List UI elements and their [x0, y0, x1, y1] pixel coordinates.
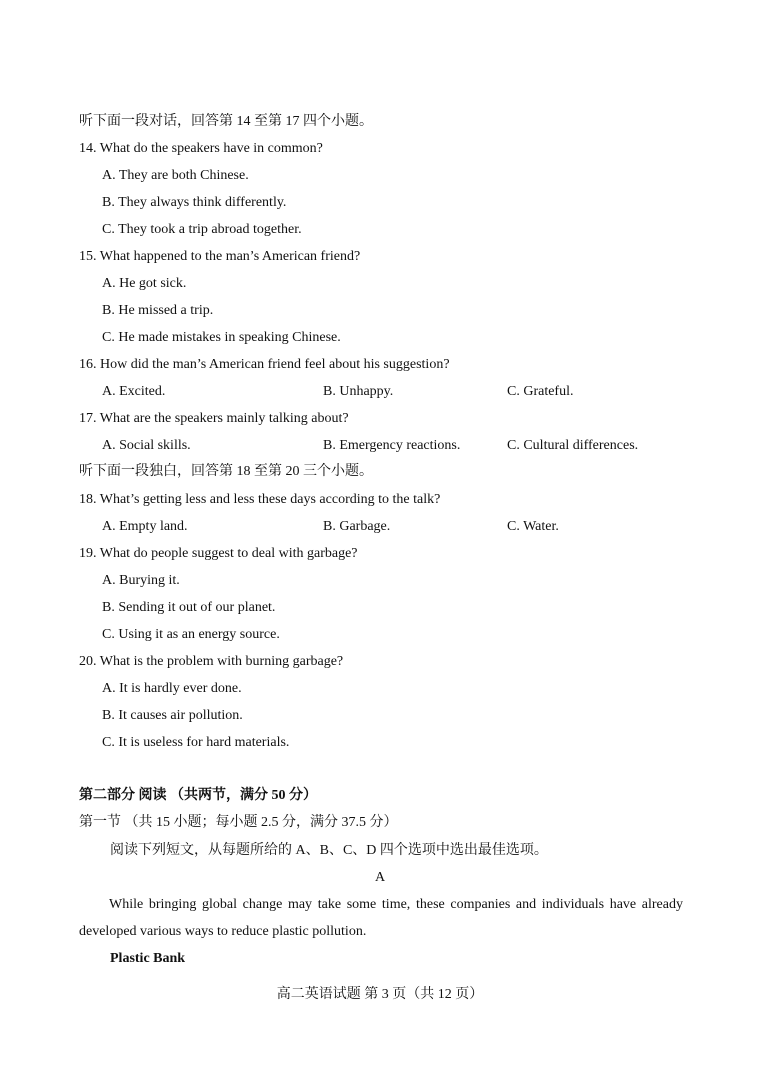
q16-option-c: C. Grateful.	[507, 384, 574, 399]
question-15: 15. What happened to the man’s American friend?	[79, 249, 361, 264]
q19-option-a: A. Burying it.	[102, 573, 180, 588]
q20-option-a: A. It is hardly ever done.	[102, 681, 242, 696]
passage-label: A	[374, 870, 386, 885]
q16-option-b: B. Unhappy.	[323, 384, 394, 399]
q18-option-b: B. Garbage.	[323, 519, 391, 534]
reading-instruction: 阅读下列短文，从每题所给的 A、B、C、D 四个选项中选出最佳选项。	[110, 843, 548, 858]
reading-section-title: 第一节 （共 15 小题；每小题 2.5 分，满分 37.5 分）	[79, 815, 398, 830]
q15-option-a: A. He got sick.	[102, 276, 187, 291]
q18-option-a: A. Empty land.	[102, 519, 188, 534]
question-19: 19. What do people suggest to deal with garbage?	[79, 546, 358, 561]
q14-option-a: A. They are both Chinese.	[102, 168, 249, 183]
q15-option-c: C. He made mistakes in speaking Chinese.	[102, 330, 341, 345]
question-17: 17. What are the speakers mainly talking about?	[79, 411, 349, 426]
q17-option-b: B. Emergency reactions.	[323, 438, 461, 453]
q19-option-b: B. Sending it out of our planet.	[102, 600, 276, 615]
q14-option-c: C. They took a trip abroad together.	[102, 222, 302, 237]
listening-intro-18-20: 听下面一段独白，回答第 18 至第 20 三个小题。	[79, 464, 373, 479]
q18-option-c: C. Water.	[507, 519, 559, 534]
reading-part-title: 第二部分 阅读 （共两节，满分 50 分）	[79, 788, 317, 803]
q17-option-c: C. Cultural differences.	[507, 438, 639, 453]
listening-intro-14-17: 听下面一段对话，回答第 14 至第 17 四个小题。	[79, 114, 373, 129]
q20-option-b: B. It causes air pollution.	[102, 708, 243, 723]
question-18: 18. What’s getting less and less these days according to the talk?	[79, 492, 441, 507]
page-footer: 高二英语试题 第 3 页（共 12 页）	[276, 987, 484, 1002]
question-14: 14. What do the speakers have in common?	[79, 141, 323, 156]
q17-option-a: A. Social skills.	[102, 438, 191, 453]
q16-option-a: A. Excited.	[102, 384, 166, 399]
q19-option-c: C. Using it as an energy source.	[102, 627, 280, 642]
question-20: 20. What is the problem with burning garbage?	[79, 654, 344, 669]
passage-subheading: Plastic Bank	[110, 951, 186, 966]
q14-option-b: B. They always think differently.	[102, 195, 287, 210]
question-16: 16. How did the man’s American friend feel about his suggestion?	[79, 357, 450, 372]
q20-option-c: C. It is useless for hard materials.	[102, 735, 290, 750]
q15-option-b: B. He missed a trip.	[102, 303, 214, 318]
passage-paragraph: While bringing global change may take some time, these companies and individuals have already developed various ways to reduce plastic pollution.	[79, 897, 683, 939]
